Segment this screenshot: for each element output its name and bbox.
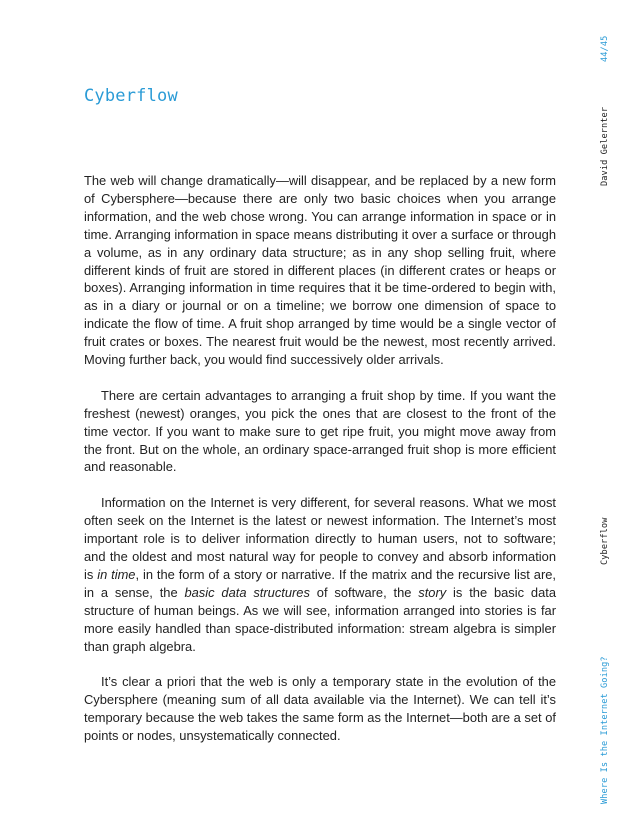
paragraph-3-text-a: Information on the Internet is very different, for several reasons. What we most often seek on the Internet is the latest or newest information. The Internet’s most important role is to deliver information directly to human users, not to software; and the oldest and most natural way for people to convey and absorb information is <box>84 495 556 582</box>
paragraph-4: It’s clear a priori that the web is only a temporary state in the evolution of the Cybersphere (meaning sum of all data available via the Internet). We can tell it’s temporary because the web takes the same form as the Internet—both are a set of points or nodes, unsystematically connected. <box>84 674 556 744</box>
emphasis-basic-data-structures: basic data structures <box>184 584 310 600</box>
paragraph-3-text-d: is the basic data structure of human beings. As we will see, information arranged into stories is far more easily handled than space-distributed information: stream algebra is simpler than graph algebra. <box>84 584 556 654</box>
paragraph-3 <box>84 494 556 655</box>
chapter-title: Cyberflow <box>84 86 178 106</box>
paragraph-1: The web will change dramatically—will disappear, and be replaced by a new form of Cybersphere—because there are only two basic choices when you arrange information, and the web chose wrong. You can arrange information in space or in time. Arranging information in space means distributing it over a surface or through a volume, as in any ordinary data structure; as in any shop selling fruit, where different kinds of fruit are stored in different places (in different crates or heaps or boxes). Arranging information in time requires that it be time-ordered to begin with, as in a diary or journal or on a timeline; we borrow one dimension of space to indicate the flow of time. A fruit shop arranged by time would be a single vector of fruit crates or boxes. The nearest fruit would be the newest, most recently arrived. Moving further back, you would find successively older arrivals. <box>84 173 556 368</box>
emphasis-story: story <box>418 584 447 600</box>
paragraph-3-text-b: , in the form of a story or narrative. If the matrix and the recursive list are, in a sense, the <box>84 566 556 600</box>
body-text <box>84 172 556 763</box>
author-name: David Gelernter <box>600 106 610 186</box>
emphasis-in-time: in time <box>97 566 136 582</box>
paragraph-2: There are certain advantages to arranging a fruit shop by time. If you want the freshest (newest) oranges, you pick the ones that are closest to the front of the time vector. If you want to make sure to get ripe fruit, you might move away from the front. But on the whole, an ordinary space-arranged fruit shop is more efficient and reasonable. <box>84 387 556 475</box>
paragraph-3-text-c: of software, the <box>309 584 419 600</box>
book-title: Where Is the Internet Going? <box>600 656 610 804</box>
running-chapter-title: Cyberflow <box>600 517 610 565</box>
page-number: 44/45 <box>600 35 610 62</box>
